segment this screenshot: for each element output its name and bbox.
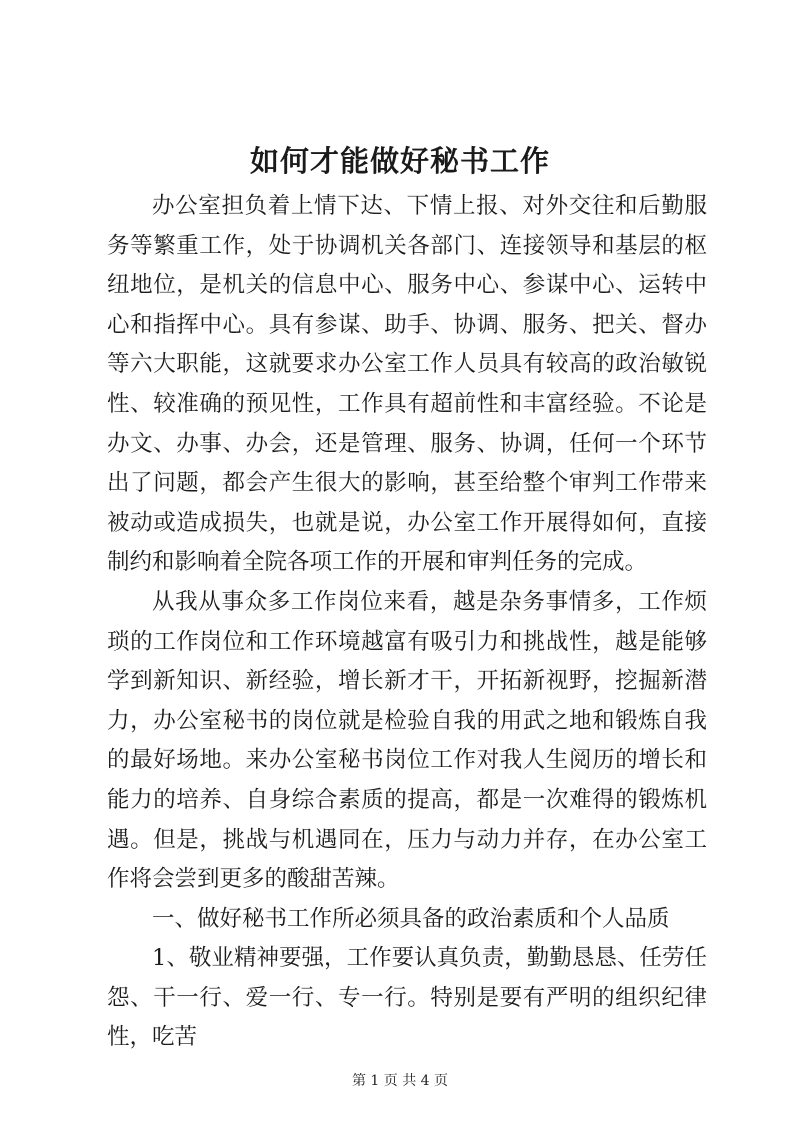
paragraph: 1、敬业精神要强，工作要认真负责，勤勤恳恳、任劳任怨、干一行、爱一行、专一行。特别是要有严明的组织纪律性，吃苦 [107, 945, 707, 1051]
section-heading: 一、做好秘书工作所必须具备的政治素质和个人品质 [152, 905, 670, 932]
document-title: 如何才能做好秘书工作 [249, 144, 550, 178]
page-footer: 第 1 页 共 4 页 [351, 1073, 449, 1089]
paragraph: 办公室担负着上情下达、下情上报、对外交往和后勤服务等繁重工作，处于协调机关各部门、连接领导和基层的枢纽地位，是机关的信息中心、服务中心、参谋中心、运转中心和指挥中心。具有参谋、助手、协调、服务、把关、督办等六大职能，这就要求办公室工作人员具有较高的政治敏锐性、较准确的预见性，工作具有超前性和丰富经验。不论是办文、办事、办会，还是管理、服务、协调，任何一个环节出了问题，都会产生很大的影响，甚至给整个审判工作带来被动或造成损失，也就是说，办公室工作开展得如何，直接制约和影响着全院各项工作的开展和审判任务的完成。 [107, 193, 707, 576]
paragraph: 从我从事众多工作岗位来看，越是杂务事情多，工作烦琐的工作岗位和工作环境越富有吸引力和挑战性，越是能够学到新知识、新经验，增长新才干，开拓新视野，挖掘新潜力，办公室秘书的岗位就是检验自我的用武之地和锻炼自我的最好场地。来办公室秘书岗位工作对我人生阅历的增长和能力的培养、自身综合素质的提高，都是一次难得的锻炼机遇。但是，挑战与机遇同在，压力与动力并存，在办公室工作将会尝到更多的酸甜苦辣。 [107, 588, 707, 893]
document-body [107, 187, 707, 1058]
